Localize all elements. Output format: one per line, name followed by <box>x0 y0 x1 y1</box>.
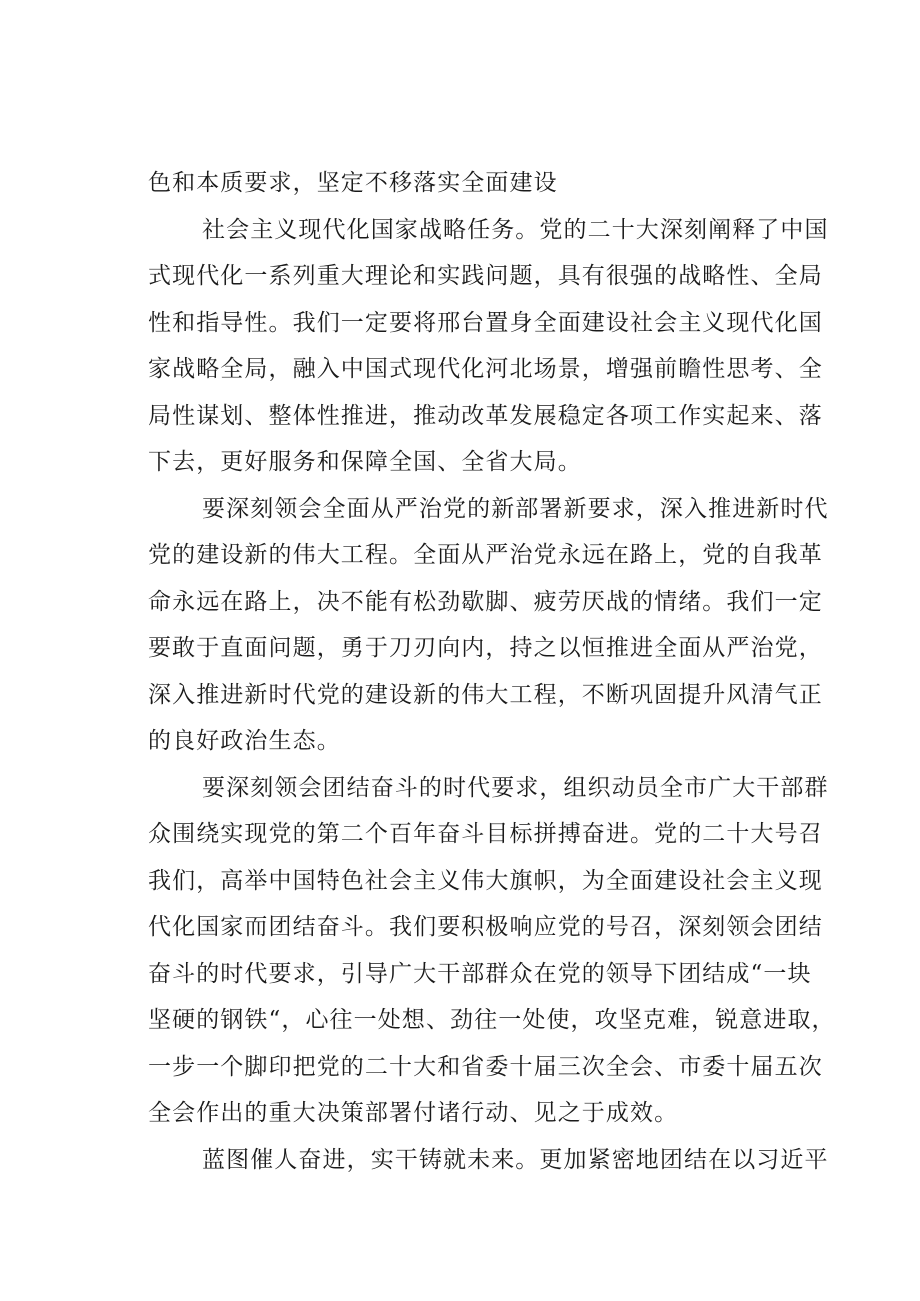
text-line: 奋斗的时代要求，引导广大干部群众在党的领导下团结成“一块 <box>148 960 812 987</box>
text-line: 式现代化一系列重大理论和实践问题，具有很强的战略性、全局 <box>148 263 823 289</box>
text-line: 众围绕实现党的第二个百年奋斗目标拼搏奋进。党的二十大号召 <box>148 821 823 847</box>
text-line: 全会作出的重大决策部署付诸行动、见之于成效。 <box>148 1100 679 1126</box>
text-line: 一步一个脚印把党的二十大和省委十届三次全会、市委十届五次 <box>148 1053 823 1080</box>
text-line: 要深刻领会团结奋斗的时代要求，组织动员全市广大干部群 <box>202 774 829 801</box>
text-line: 命永远在路上，决不能有松劲歇脚、疲劳厌战的情绪。我们一定 <box>148 588 823 615</box>
text-line: 要敢于直面问题，勇于刀刃向内，持之以恒推进全面从严治党， <box>148 635 823 661</box>
text-line: 坚硬的钢铁“，心往一处想、劲往一处使，攻坚克难，锐意进取， <box>148 1007 836 1033</box>
text-line: 下去，更好服务和保障全国、全省大局。 <box>148 449 582 475</box>
text-line: 要深刻领会全面从严治党的新部署新要求，深入推进新时代 <box>202 495 829 522</box>
text-line: 性和指导性。我们一定要将邢台置身全面建设社会主义现代化国 <box>148 309 823 336</box>
text-line: 社会主义现代化国家战略任务。党的二十大深刻阐释了中国 <box>202 216 829 243</box>
text-line: 我们，高举中国特色社会主义伟大旗帜，为全面建设社会主义现 <box>148 867 823 894</box>
text-line: 局性谋划、整体性推进，推动改革发展稳定各项工作实起来、落 <box>148 402 823 429</box>
text-line: 深入推进新时代党的建设新的伟大工程，不断巩固提升风清气正 <box>148 681 823 708</box>
text-line: 家战略全局，融入中国式现代化河北场景，增强前瞻性思考、全 <box>148 356 823 382</box>
text-line: 党的建设新的伟大工程。全面从严治党永远在路上，党的自我革 <box>148 542 823 568</box>
text-line: 代化国家而团结奋斗。我们要积极响应党的号召，深刻领会团结 <box>148 914 823 940</box>
text-line: 的良好政治生态。 <box>148 728 341 754</box>
text-line: 色和本质要求，坚定不移落实全面建设 <box>148 170 558 196</box>
text-line: 蓝图催人奋进，实干铸就未来。更加紧密地团结在以习近平 <box>202 1146 829 1173</box>
document-body <box>148 160 836 1183</box>
